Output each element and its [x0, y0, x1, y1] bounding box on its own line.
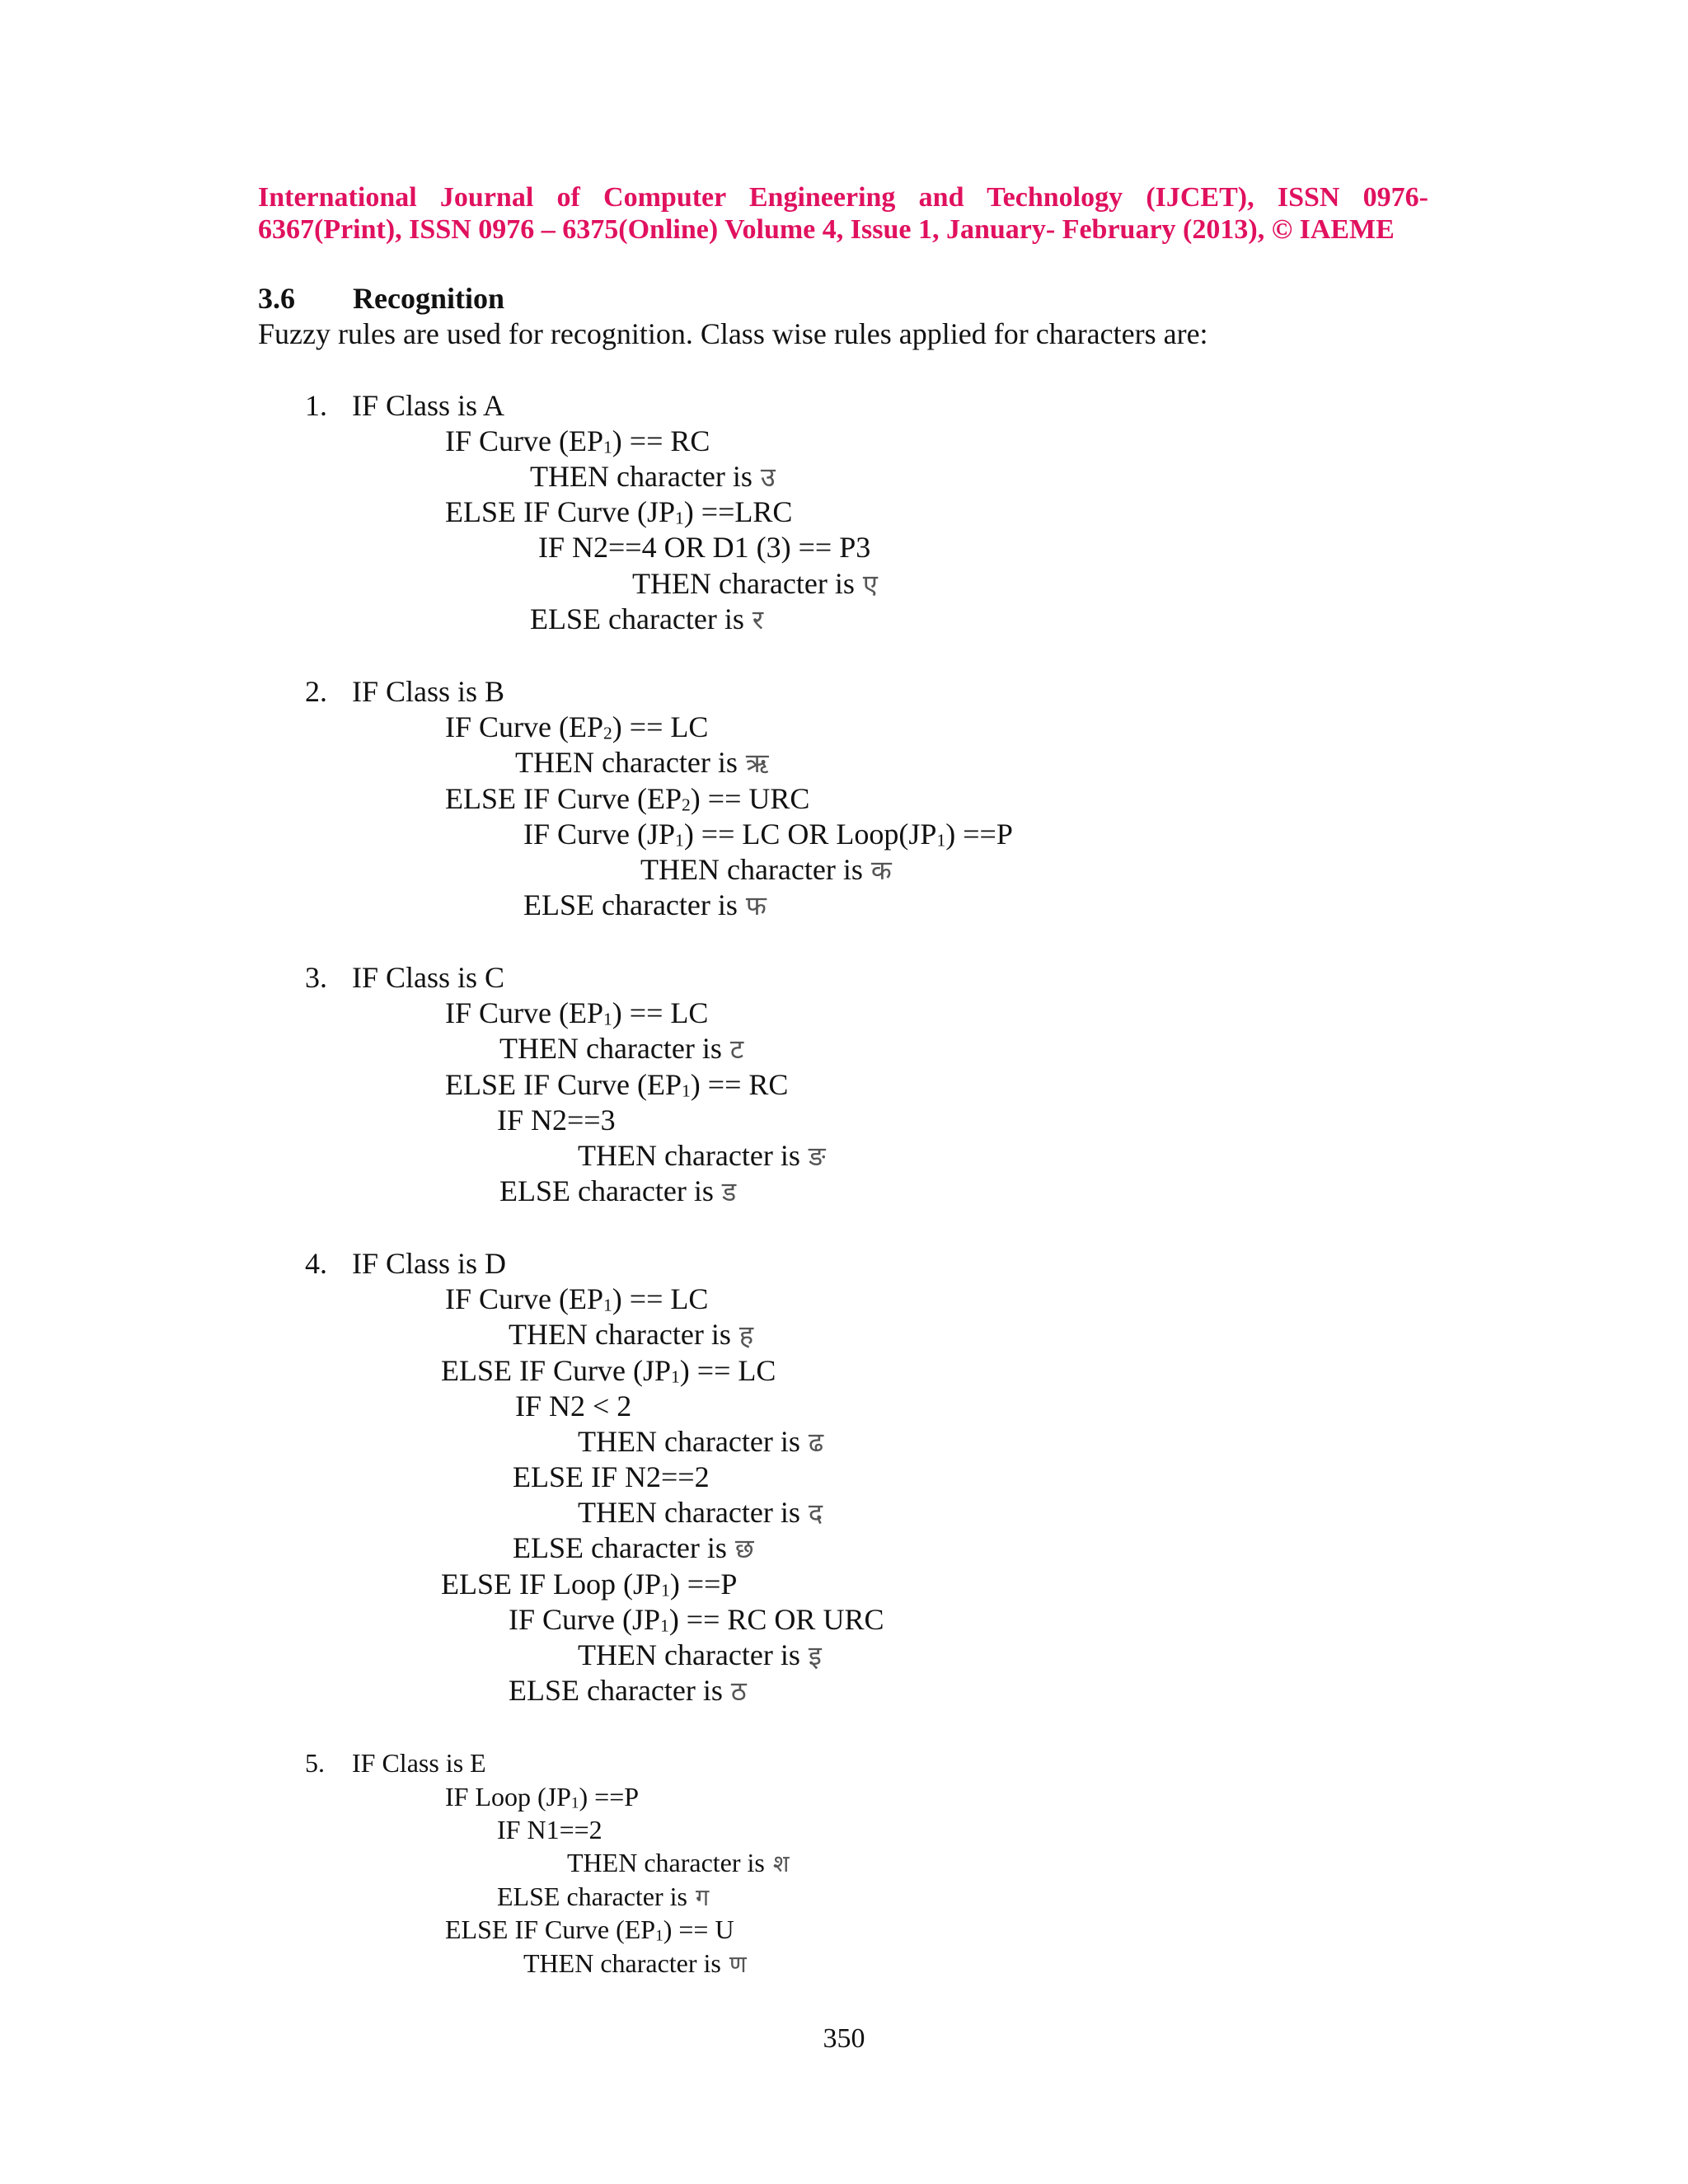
rule-3-line [499, 1032, 743, 1066]
rule-4-line [515, 1390, 631, 1422]
rule-text: ) == LC [679, 1354, 776, 1387]
devanagari-character: ए [862, 569, 878, 600]
devanagari-character: छ [734, 1533, 754, 1564]
page-number: 350 [823, 2023, 865, 2054]
rule-condition: IF Class is E [352, 1748, 486, 1778]
rule-condition: IF Class is B [352, 675, 505, 708]
rule-text: IF Curve (JP [523, 818, 676, 851]
rule-text: ) ==P [579, 1782, 640, 1811]
rule-2-heading [305, 675, 504, 708]
rule-text: ELSE IF N2==2 [513, 1460, 710, 1493]
rule-3-heading [305, 961, 504, 994]
devanagari-character: ड [721, 1176, 737, 1207]
rule-text: ) == LC [612, 1282, 709, 1315]
devanagari-character: फ [745, 890, 767, 921]
rule-4-line [513, 1460, 710, 1493]
rule-text: THEN character is [640, 853, 863, 886]
rule-2-line [640, 853, 892, 887]
rule-text: THEN character is [509, 1318, 731, 1351]
devanagari-character: द [808, 1497, 823, 1529]
rule-number: 1. [305, 389, 327, 422]
journal-header-line-1: International Journal of Computer Engineering and Technology (IJCET), ISSN 0976- [258, 182, 1428, 213]
rule-1-line [632, 567, 878, 601]
rule-5-line [445, 1913, 734, 1946]
rule-text: ELSE IF Curve (EP [445, 782, 682, 815]
devanagari-character: ण [729, 1950, 747, 1978]
rule-5-line [567, 1846, 789, 1880]
rule-text: ELSE IF Curve (JP [445, 495, 675, 528]
rule-3-line [499, 1174, 736, 1208]
rule-text: IF Curve (EP [445, 710, 603, 743]
section-intro: Fuzzy rules are used for recognition. Class wise rules applied for characters are: [258, 317, 1208, 350]
subscript: 2 [681, 794, 691, 815]
subscript: 1 [936, 830, 946, 851]
rule-text: ) == U [663, 1915, 734, 1944]
devanagari-character: श [772, 1849, 790, 1877]
devanagari-character: ऋ [745, 748, 769, 779]
rule-2-line [445, 710, 708, 743]
rule-text: IF Curve (JP [509, 1603, 661, 1636]
rule-number: 4. [305, 1247, 327, 1280]
rule-3-line [445, 1068, 788, 1101]
subscript: 2 [603, 723, 612, 743]
rule-text: IF N2 < 2 [515, 1390, 632, 1422]
rule-1-line [530, 460, 776, 494]
rule-text: THEN character is [523, 1948, 721, 1978]
rule-2-line [515, 746, 769, 780]
rule-2-line [445, 782, 809, 815]
rule-text: ) == RC [690, 1068, 789, 1101]
rule-text: ) ==P [669, 1568, 738, 1601]
rule-text: IF Curve (EP [445, 996, 603, 1029]
journal-header [258, 181, 1428, 246]
devanagari-character: क [870, 855, 892, 886]
rule-text: ) ==LRC [683, 495, 793, 528]
rule-2-line [523, 818, 1013, 851]
rule-5-line [445, 1780, 639, 1813]
rule-1-line [530, 602, 763, 636]
rule-text: ELSE character is [497, 1882, 687, 1911]
rule-number: 2. [305, 675, 327, 708]
rule-1-line [445, 424, 710, 457]
subscript: 1 [603, 437, 612, 457]
journal-header-line-2: 6367(Print), ISSN 0976 – 6375(Online) Volume 4, Issue 1, January- February (2013), © IAEME [258, 214, 1395, 245]
rule-5-line [497, 1813, 603, 1846]
devanagari-character: ढ [808, 1427, 824, 1458]
rule-text: IF N2==3 [497, 1104, 616, 1137]
section-heading [258, 282, 504, 315]
subscript: 1 [675, 830, 684, 851]
devanagari-character: ट [729, 1033, 744, 1065]
rule-text: IF N1==2 [497, 1815, 603, 1844]
rule-text: THEN character is [530, 460, 753, 493]
rule-3-line [578, 1139, 826, 1173]
rule-text: ) == LC OR Loop(JP [683, 818, 937, 851]
rule-2-line [523, 888, 767, 922]
rule-4-line [578, 1638, 822, 1672]
section-title: Recognition [353, 282, 504, 315]
rule-text: ELSE character is [523, 888, 738, 921]
rule-text: ) == RC OR URC [668, 1603, 884, 1636]
rule-4-line [509, 1318, 753, 1352]
rule-text: ) == URC [690, 782, 810, 815]
rule-text: IF Loop (JP [445, 1782, 571, 1811]
rule-4-line [513, 1531, 754, 1565]
rule-text: ELSE IF Curve (JP [441, 1354, 671, 1387]
rule-3-line [497, 1104, 616, 1137]
rule-text: THEN character is [515, 746, 738, 779]
devanagari-character: ठ [730, 1675, 747, 1707]
devanagari-character: ग [696, 1883, 710, 1911]
devanagari-character: र [752, 604, 764, 635]
rule-text: ) == RC [612, 424, 710, 457]
rule-4-line [441, 1568, 737, 1601]
rule-4-heading [305, 1247, 506, 1280]
rule-text: ELSE character is [509, 1674, 723, 1707]
rule-text: IF Curve (EP [445, 1282, 603, 1315]
rule-4-line [509, 1603, 884, 1636]
subscript: 1 [681, 1080, 691, 1101]
subscript: 1 [603, 1295, 612, 1315]
rule-number: 3. [305, 961, 327, 994]
rule-text: ELSE character is [499, 1174, 714, 1207]
rule-condition: IF Class is A [352, 389, 505, 422]
rule-text: ) == LC [612, 710, 709, 743]
rule-1-line [538, 531, 870, 564]
devanagari-character: इ [808, 1640, 822, 1671]
rule-4-line [578, 1425, 823, 1459]
subscript: 1 [671, 1366, 680, 1387]
rule-text: THEN character is [632, 567, 855, 600]
rule-text: ELSE IF Loop (JP [441, 1568, 662, 1601]
rule-text: ) ==P [945, 818, 1013, 851]
devanagari-character: ह [738, 1319, 754, 1351]
subscript: 1 [661, 1580, 670, 1601]
rule-4-line [578, 1496, 823, 1530]
rule-text: THEN character is [567, 1848, 765, 1877]
devanagari-character: ङ [808, 1141, 826, 1172]
rule-text: THEN character is [578, 1496, 800, 1529]
rule-5-line [523, 1947, 747, 1980]
rule-text: ELSE character is [530, 602, 744, 635]
rule-1-line [445, 495, 792, 528]
rule-condition: IF Class is C [352, 961, 505, 994]
rule-text: THEN character is [499, 1032, 722, 1065]
rule-text: ELSE IF Curve (EP [445, 1915, 656, 1944]
rule-text: THEN character is [578, 1139, 800, 1172]
subscript: 1 [570, 1794, 579, 1812]
rule-text: ) == LC [612, 996, 709, 1029]
rule-5-heading [305, 1746, 486, 1779]
rule-1-heading [305, 389, 504, 422]
rule-text: THEN character is [578, 1638, 800, 1671]
rule-4-line [445, 1282, 708, 1315]
subscript: 1 [603, 1009, 612, 1029]
rule-text: IF N2==4 OR D1 (3) == P3 [538, 531, 871, 564]
subscript: 1 [655, 1927, 663, 1945]
section-number: 3.6 [258, 282, 295, 315]
rule-number: 5. [305, 1748, 325, 1778]
devanagari-character: उ [760, 462, 776, 493]
rule-condition: IF Class is D [352, 1247, 507, 1280]
rule-5-line [497, 1880, 709, 1914]
subscript: 1 [675, 508, 684, 528]
rule-4-line [509, 1674, 747, 1708]
rule-text: ELSE character is [513, 1531, 727, 1564]
rule-text: IF Curve (EP [445, 424, 603, 457]
rule-4-line [441, 1354, 776, 1387]
subscript: 1 [660, 1615, 669, 1636]
rule-text: THEN character is [578, 1425, 800, 1458]
rule-text: ELSE IF Curve (EP [445, 1068, 682, 1101]
rule-3-line [445, 996, 708, 1029]
